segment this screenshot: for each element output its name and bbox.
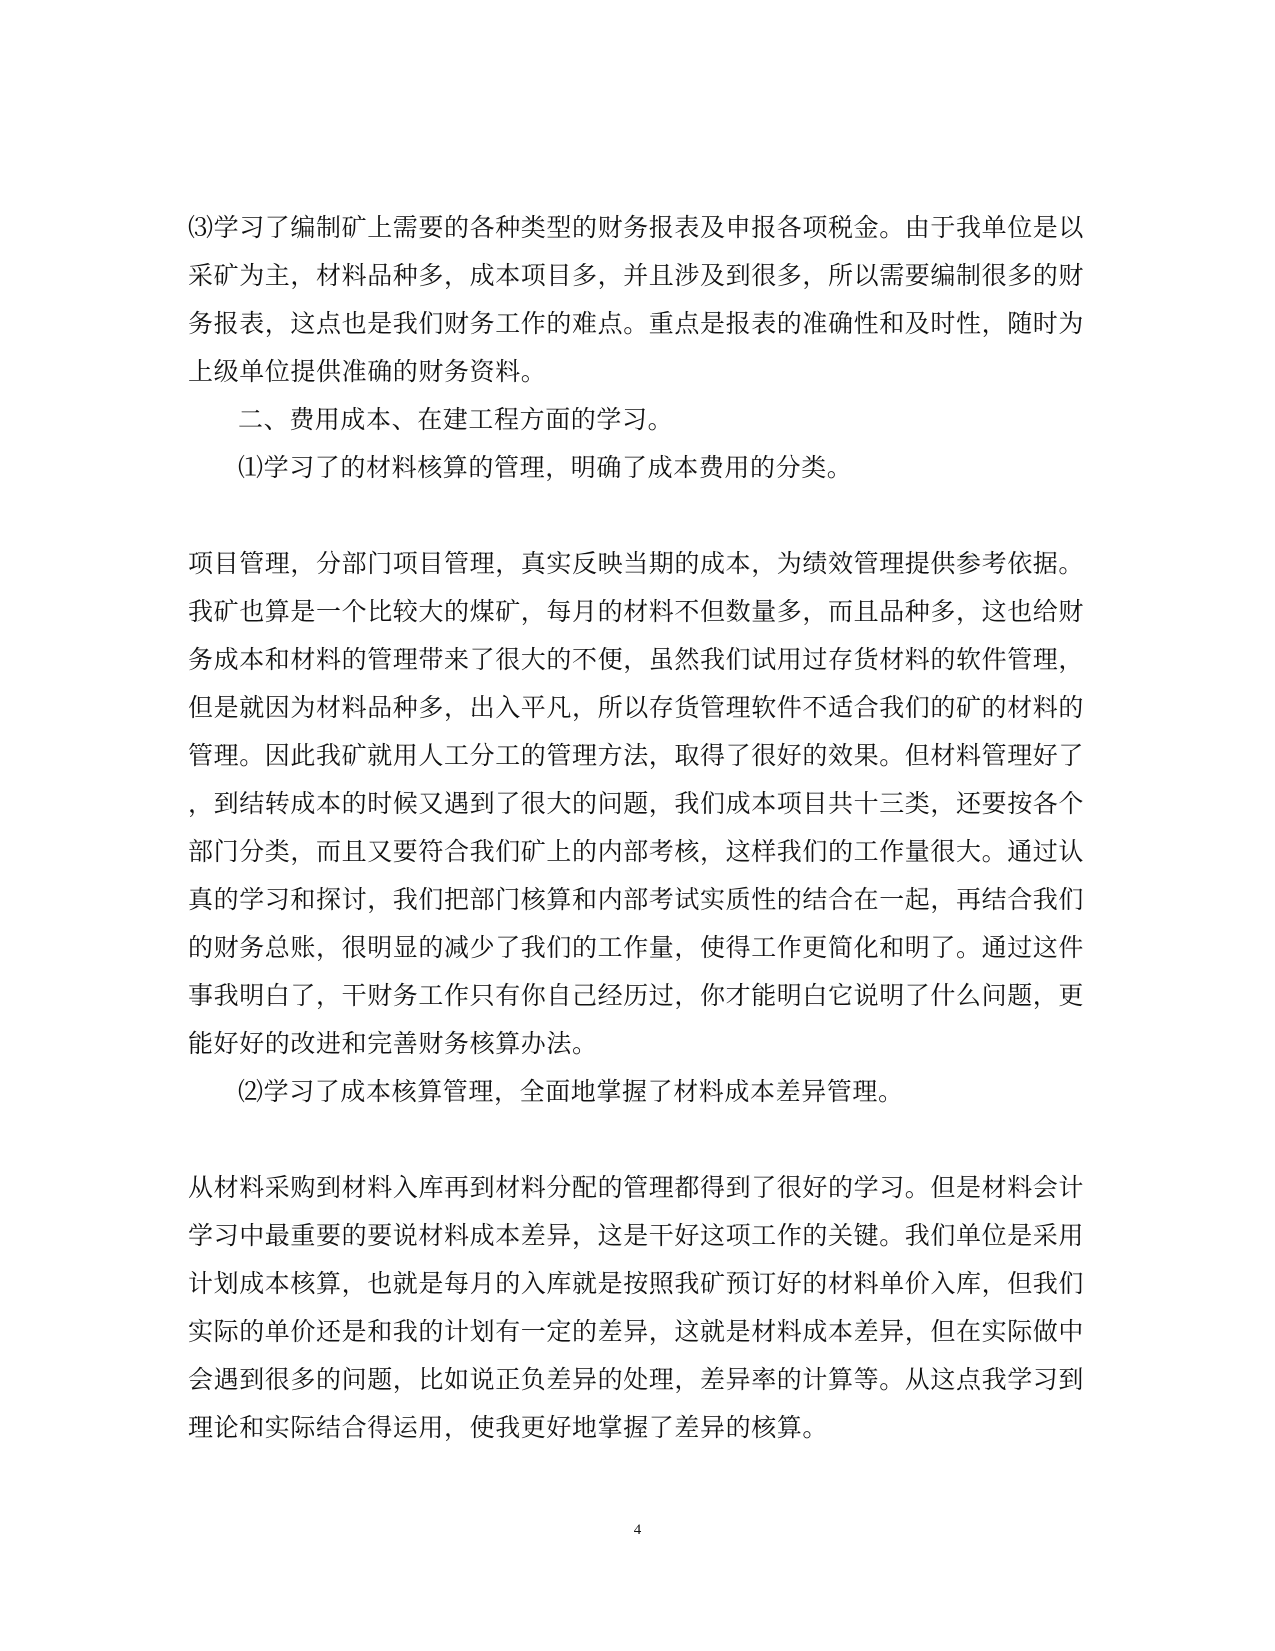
list-item-cost-accounting: ⑵学习了成本核算管理，全面地掌握了材料成本差异管理。: [238, 1077, 904, 1106]
text-line: ，到结转成本的时候又遇到了很大的问题，我们成本项目共十三类，还要按各个: [188, 789, 1085, 818]
text-line: 采矿为主，材料品种多，成本项目多，并且涉及到很多，所以需要编制很多的财: [188, 261, 1085, 290]
page-number: 4: [633, 1522, 642, 1538]
text-line: 事我明白了，干财务工作只有你自己经历过，你才能明白它说明了什么问题，更: [188, 981, 1085, 1010]
text-line: 实际的单价还是和我的计划有一定的差异，这就是材料成本差异，但在实际做中: [188, 1317, 1085, 1346]
text-line: 的财务总账，很明显的减少了我们的工作量，使得工作更简化和明了。通过这件: [188, 933, 1085, 962]
text-line: ⑶学习了编制矿上需要的各种类型的财务报表及申报各项税金。由于我单位是以: [188, 213, 1085, 242]
paragraph-spacer: [188, 1116, 1068, 1164]
paragraph-spacer: [188, 492, 1068, 540]
paragraph-cost-variance: [188, 1164, 1085, 1452]
text-line: 项目管理，分部门项目管理，真实反映当期的成本，为绩效管理提供参考依据。: [188, 549, 1085, 578]
text-line: 我矿也算是一个比较大的煤矿，每月的材料不但数量多，而且品种多，这也给财: [188, 597, 1085, 626]
text-line: 会遇到很多的问题，比如说正负差异的处理，差异率的计算等。从这点我学习到: [188, 1365, 1085, 1394]
text-line: 部门分类，而且又要符合我们矿上的内部考核，这样我们的工作量很大。通过认: [188, 837, 1085, 866]
document-body: [188, 204, 1085, 1452]
text-line: 务报表，这点也是我们财务工作的难点。重点是报表的准确性和及时性，随时为: [188, 309, 1085, 338]
paragraph-financial-reports: [188, 204, 1085, 396]
text-line: 管理。因此我矿就用人工分工的管理方法，取得了很好的效果。但材料管理好了: [188, 741, 1085, 770]
text-line: 计划成本核算，也就是每月的入库就是按照我矿预订好的材料单价入库，但我们: [188, 1269, 1085, 1298]
text-line: 理论和实际结合得运用，使我更好地掌握了差异的核算。: [188, 1413, 829, 1442]
text-line: 学习中最重要的要说材料成本差异，这是干好这项工作的关键。我们单位是采用: [188, 1221, 1085, 1250]
section-heading: 二、费用成本、在建工程方面的学习。: [238, 405, 674, 434]
text-line: 从材料采购到材料入库再到材料分配的管理都得到了很好的学习。但是材料会计: [188, 1173, 1085, 1202]
list-item-material-accounting: ⑴学习了的材料核算的管理，明确了成本费用的分类。: [238, 453, 853, 482]
text-line: 上级单位提供准确的财务资料。: [188, 357, 547, 386]
text-line: 真的学习和探讨，我们把部门核算和内部考试实质性的结合在一起，再结合我们: [188, 885, 1085, 914]
text-line: 务成本和材料的管理带来了很大的不便，虽然我们试用过存货材料的软件管理，: [188, 645, 1085, 674]
text-line: 但是就因为材料品种多，出入平凡，所以存货管理软件不适合我们的矿的材料的: [188, 693, 1085, 722]
text-line: 能好好的改进和完善财务核算办法。: [188, 1029, 598, 1058]
paragraph-material-management: [188, 540, 1085, 1068]
